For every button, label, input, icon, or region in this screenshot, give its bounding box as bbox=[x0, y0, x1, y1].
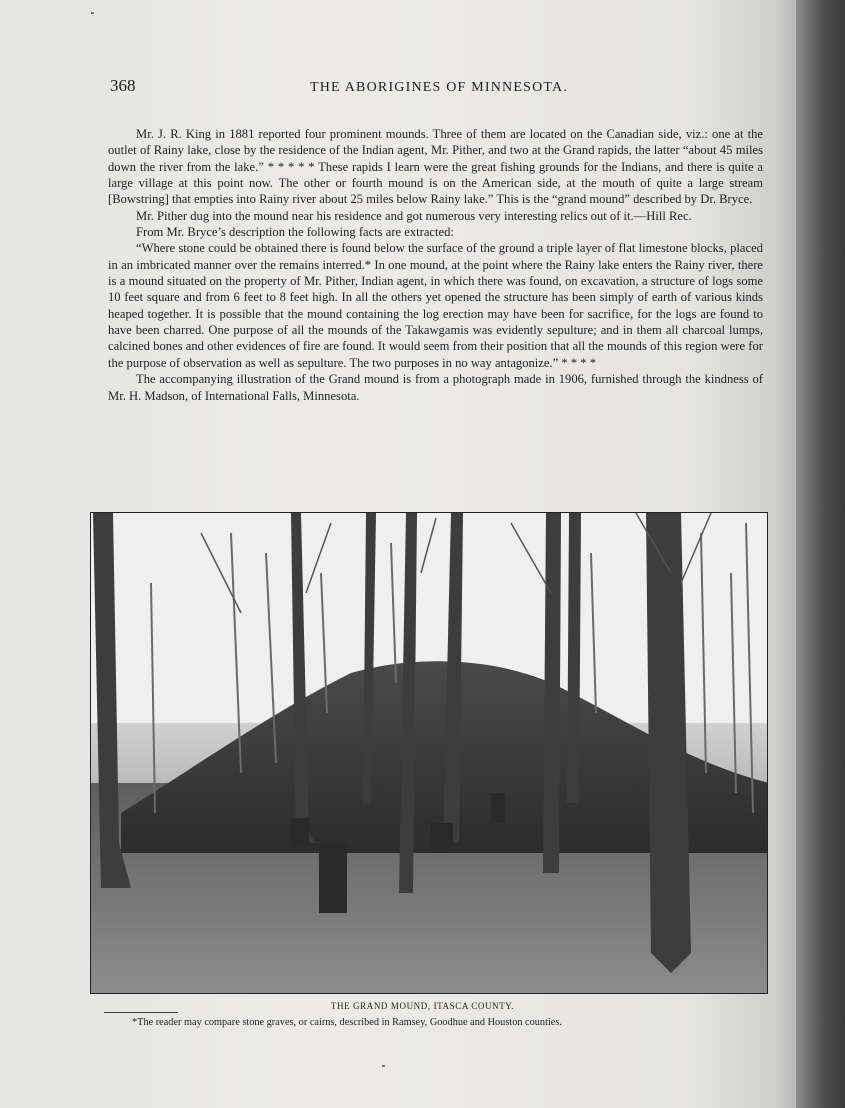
paragraph-king-report: Mr. J. R. King in 1881 reported four prominent mounds. Three of them are located on the Canadian side, viz.: one at the outlet of Rainy lake, close by the residence of the Indian agent, Mr. Pither, and two at the Grand rapids, the latter “about 45 miles down the river from the lake.” * * * * * These rapids I learn were the great fishing grounds for the Indians, and there is quite a large village at this point now. The other or fourth mound is on the American side, at the mouth of quite a large stream [Bowstring] that empties into Rainy river about 25 miles below Rainy lake.” This is the “grand mound” described by Dr. Bryce. bbox=[108, 127, 763, 207]
paper-speck bbox=[91, 12, 94, 14]
footnote-rule bbox=[104, 1012, 178, 1013]
body-text bbox=[108, 126, 763, 404]
book-binding-shadow bbox=[796, 0, 845, 1108]
paragraph-bryce-intro: From Mr. Bryce’s description the following facts are extracted: bbox=[136, 225, 454, 240]
grand-mound-photograph bbox=[90, 512, 768, 994]
paragraph-bryce-quote: “Where stone could be obtained there is found below the surface of the ground a triple layer of flat limestone blocks, placed in an imbricated manner over the remains interred.* In one mound, at the point where the Rainy lake enters the Rainy river, there is a mound situated on the property of Mr. Pither, Indian agent, in which there was found, on excavation, a structure of logs some 10 feet square and from 6 feet to 8 feet high. In all the others yet opened the structure has been simply of earth of various kinds heaped together. It is possible that the mound containing the log erection may have been for sacrifice, for the logs are found to have been charred. One purpose of all the mounds of the Takawgamis was evidently sepulture; and in them all charcoal lumps, calcined bones and other evidences of fire are found. It would seem from their position that all the mounds of this region were for the purpose of observation as well as sepulture. The two purposes in no way antagonize.” * * * * bbox=[108, 241, 763, 370]
figure-caption: THE GRAND MOUND, ITASCA COUNTY. bbox=[330, 1001, 515, 1011]
paragraph-pither-dig: Mr. Pither dug into the mound near his residence and got numerous very interesting relics out of it.—Hill Rec. bbox=[136, 208, 692, 223]
page-header bbox=[110, 76, 770, 100]
paper-speck bbox=[382, 1065, 385, 1067]
footnote: *The reader may compare stone graves, or cairns, described in Ramsey, Goodhue and Houston counties. bbox=[132, 1017, 562, 1028]
paragraph-illustration-note: The accompanying illustration of the Grand mound is from a photograph made in 1906, furnished through the kindness of Mr. H. Madson, of International Falls, Minnesota. bbox=[108, 372, 763, 403]
photo-drawing bbox=[91, 513, 768, 994]
running-title: THE ABORIGINES OF MINNESOTA. bbox=[310, 80, 569, 95]
page-number: 368 bbox=[110, 76, 136, 95]
